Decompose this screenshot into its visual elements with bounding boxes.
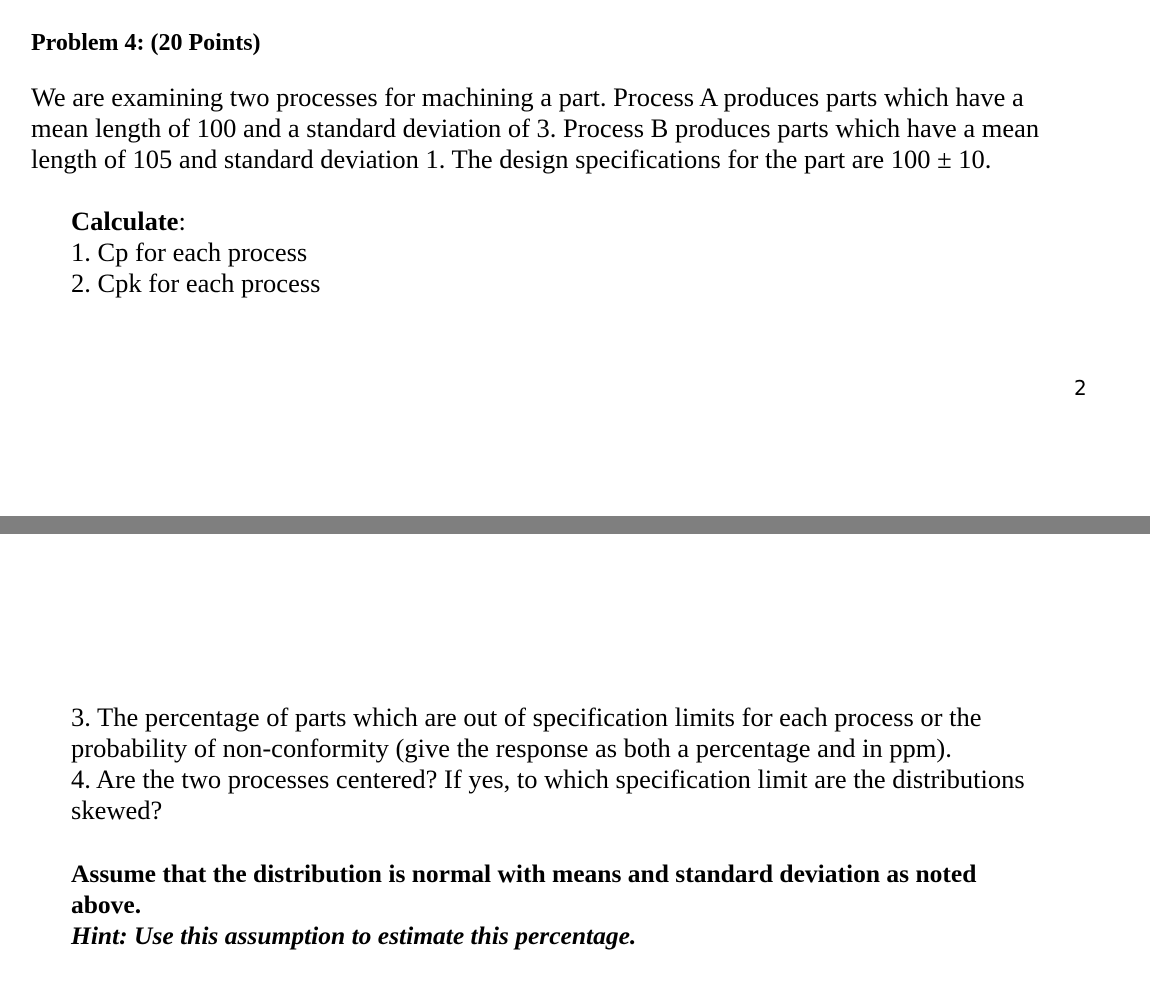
questions-section: [71, 702, 1081, 826]
assumption-line: Assume that the distribution is normal with means and standard deviation as noted: [71, 859, 977, 888]
assumption-section: [71, 858, 1081, 951]
calculate-label: Calculate: [71, 206, 179, 236]
page-number: 2: [1074, 376, 1087, 400]
problem-title: Problem 4: (20 Points): [31, 30, 261, 56]
problem-statement-line: length of 105 and standard deviation 1. The design specifications for the part are 100 ± 10.: [31, 144, 992, 174]
calculate-item: 1. Cp for each process: [71, 237, 308, 267]
assumption-line: above.: [71, 890, 142, 919]
hint-text: Hint: Use this assumption to estimate this percentage.: [71, 921, 637, 950]
problem-statement-line: mean length of 100 and a standard deviation of 3. Process B produces parts which have a mean: [31, 113, 1040, 143]
calculate-heading: [71, 206, 320, 237]
page-break-divider: [0, 516, 1150, 534]
calculate-section: [71, 206, 320, 299]
calculate-item: 2. Cpk for each process: [71, 268, 321, 298]
question-line: 3. The percentage of parts which are out of specification limits for each process or the: [71, 702, 982, 732]
problem-statement-line: We are examining two processes for machining a part. Process A produces parts which have a: [31, 82, 1024, 112]
question-line: 4. Are the two processes centered? If yes, to which specification limit are the distributions: [71, 764, 1025, 794]
calculate-colon: :: [178, 206, 186, 236]
question-line: skewed?: [71, 795, 163, 825]
question-line: probability of non-conformity (give the response as both a percentage and in ppm).: [71, 733, 952, 763]
problem-statement: [31, 82, 1081, 175]
